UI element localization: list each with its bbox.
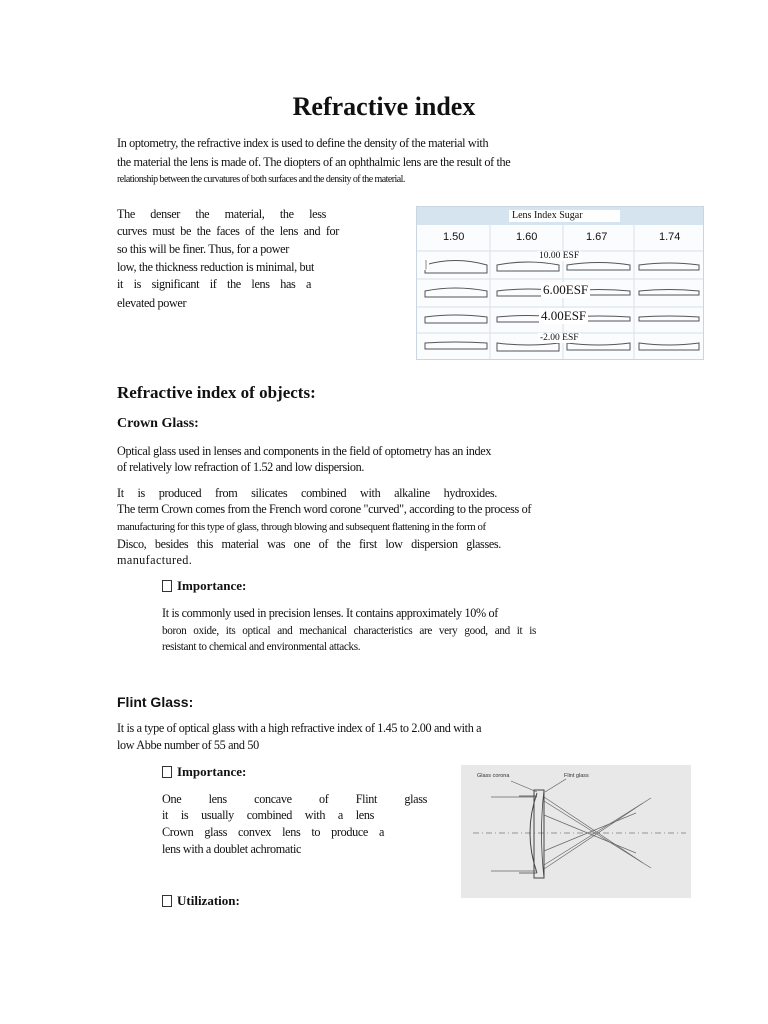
- lens-shape: [639, 316, 699, 321]
- flint-imp-line-1: One lens concave of Flint glass: [162, 792, 427, 806]
- crown-importance: [162, 578, 246, 594]
- lens-power-3: 4.00ESF: [541, 308, 587, 323]
- section-heading-objects: Refractive index of objects:: [117, 383, 316, 402]
- lens-shape: [567, 263, 630, 271]
- lens-index-figure: [416, 206, 704, 360]
- denser-line-1: The denser the material, the less: [117, 207, 326, 221]
- doublet-drawing: [461, 765, 691, 898]
- flint-heading: Flint Glass:: [117, 694, 194, 710]
- denser-line-3: so this will be finer. Thus, for a power: [117, 242, 289, 256]
- doublet-diagram: [461, 765, 691, 898]
- crown-imp-line-1: It is commonly used in precision lenses. It contains approximately 10% of: [162, 606, 498, 620]
- flint-imp-line-3: Crown glass convex lens to produce a: [162, 825, 384, 839]
- crown-p2-line-1: It is produced from silicates combined with alkaline hydroxides.: [117, 486, 497, 500]
- flint-utilization-label: Utilization:: [177, 893, 240, 908]
- lens-shape: [497, 343, 559, 351]
- crown-p1-line-1: Optical glass used in lenses and components in the field of optometry has an index: [117, 444, 492, 458]
- lens-corner-mark: |: [425, 259, 428, 270]
- bullet-box-icon: [162, 766, 172, 778]
- crown-importance-label: Importance:: [177, 578, 247, 593]
- bullet-box-icon: [162, 895, 172, 907]
- lens-index-4: 1.74: [659, 231, 681, 243]
- intro-line-1: In optometry, the refractive index is used to define the density of the material with: [117, 136, 489, 150]
- lens-figure-title: Lens Index Sugar: [509, 210, 620, 222]
- denser-line-5: it is significant if the lens has a: [117, 277, 311, 291]
- intro-line-3: relationship between the curvatures of both surfaces and the density of the material.: [117, 174, 405, 185]
- flint-p1-line-1: It is a type of optical glass with a high refractive index of 1.45 to 2.00 and with a: [117, 721, 482, 735]
- lens-shape: [639, 290, 699, 296]
- lens-shape: [497, 262, 559, 271]
- lens-shape: [425, 315, 487, 323]
- lens-power-1: 10.00 ESF: [539, 251, 580, 261]
- lens-power-4: -2.00 ESF: [540, 333, 579, 343]
- lens-shape: [425, 261, 487, 274]
- denser-line-4: low, the thickness reduction is minimal, but: [117, 260, 315, 274]
- lens-power-2: 6.00ESF: [543, 282, 589, 297]
- diagram-label-crown: Glass corona: [477, 773, 510, 779]
- lens-index-3: 1.67: [586, 231, 608, 243]
- diagram-label-flint: Flint glass: [564, 773, 589, 779]
- flint-utilization: [162, 893, 240, 909]
- crown-imp-line-2: boron oxide, its optical and mechanical characteristics are very good, and it is: [162, 625, 536, 637]
- lens-shape: [425, 342, 487, 349]
- bullet-box-icon: [162, 580, 172, 592]
- crown-p1-line-2: of relatively low refraction of 1.52 and low dispersion.: [117, 460, 365, 474]
- crown-imp-line-3: resistant to chemical and environmental attacks.: [162, 641, 361, 653]
- flint-importance: [162, 764, 246, 780]
- lens-shape: [567, 343, 630, 350]
- crown-heading: Crown Glass:: [117, 416, 199, 431]
- lens-shape: [425, 288, 487, 297]
- lens-index-2: 1.60: [516, 231, 538, 243]
- crown-p2-line-2: The term Crown comes from the French word corone "curved", according to the process of: [117, 502, 532, 516]
- flint-p1-line-2: low Abbe number of 55 and 50: [117, 738, 259, 752]
- denser-line-6: elevated power: [117, 296, 187, 310]
- lens-index-1: 1.50: [443, 231, 465, 243]
- crown-p2-line-5: manufactured.: [117, 553, 193, 567]
- flint-importance-label: Importance:: [177, 764, 247, 779]
- lens-shape: [639, 343, 699, 350]
- lens-shape: [639, 263, 699, 270]
- crown-p2-line-3: manufacturing for this type of glass, through blowing and subsequent flattening in the form of: [117, 521, 486, 533]
- crown-p2-line-4: Disco, besides this material was one of the first low dispersion glasses.: [117, 537, 501, 551]
- denser-line-2: curves must be the faces of the lens and for: [117, 224, 339, 238]
- flint-imp-line-2: it is usually combined with a lens: [162, 808, 374, 822]
- page-title: Refractive index: [292, 92, 476, 121]
- flint-imp-line-4: lens with a doublet achromatic: [162, 842, 302, 856]
- intro-line-2: the material the lens is made of. The diopters of an ophthalmic lens are the result of the: [117, 155, 511, 169]
